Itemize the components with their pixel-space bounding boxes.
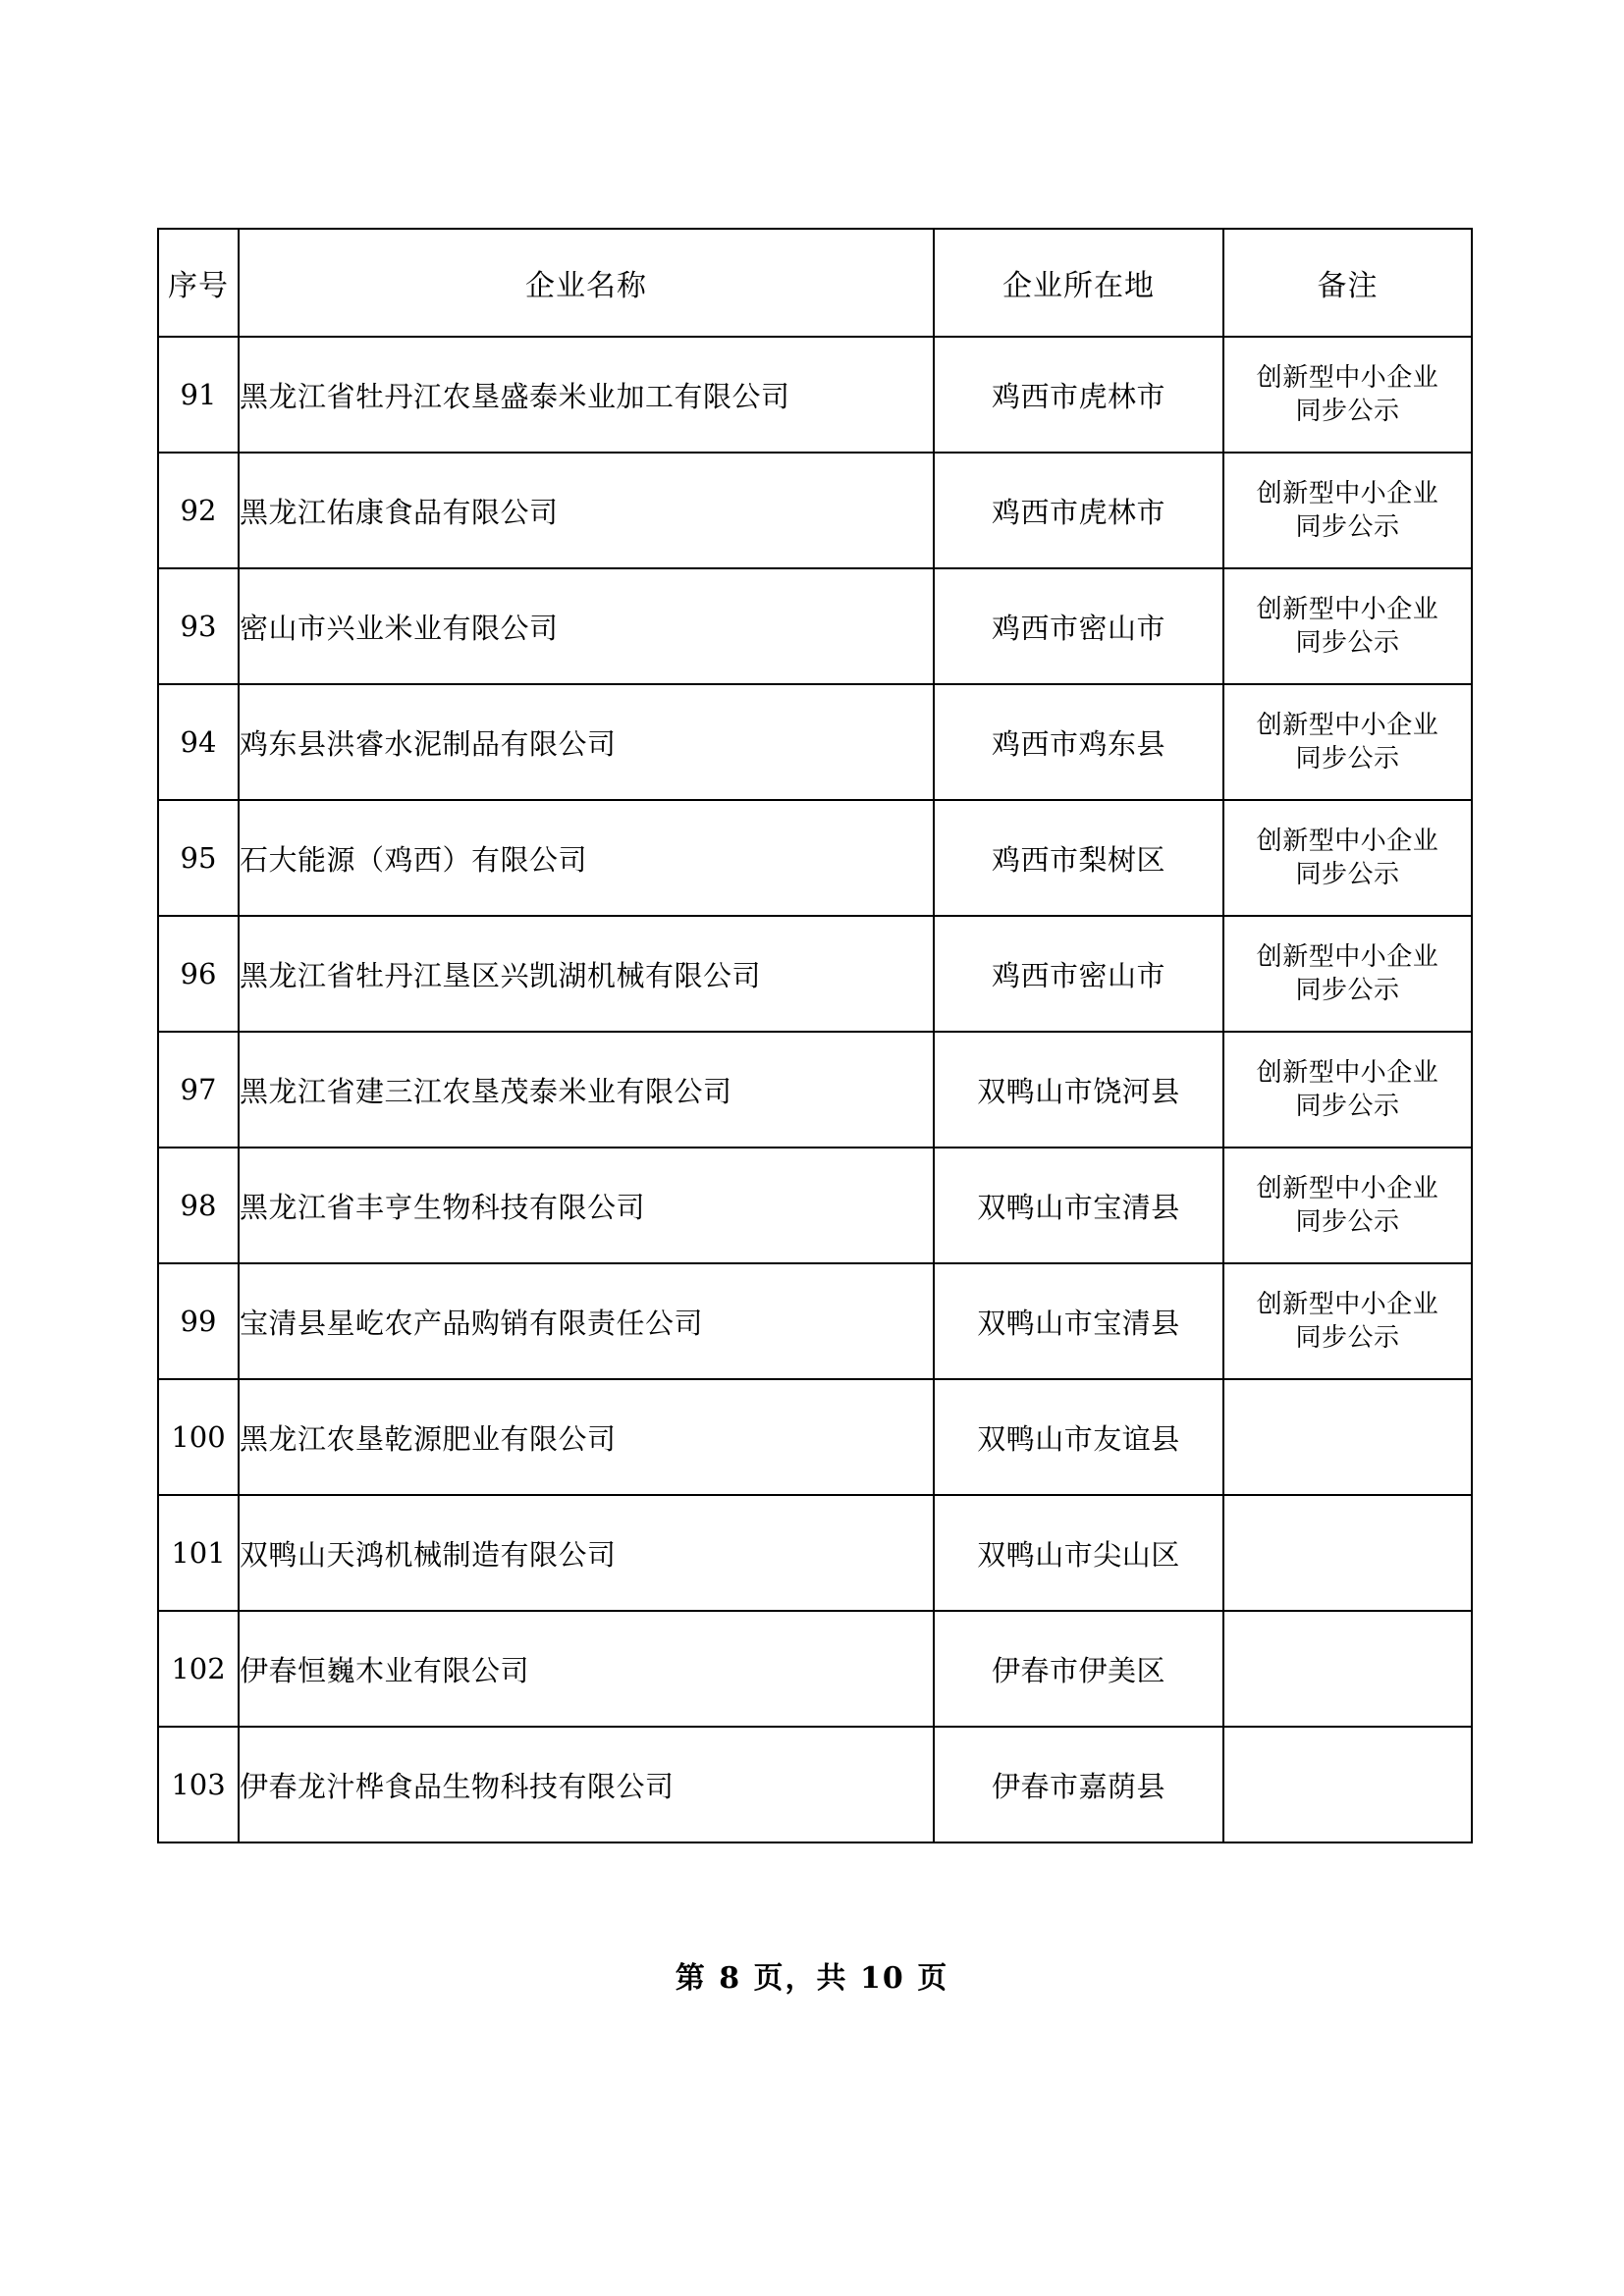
row-remark xyxy=(1223,453,1472,568)
table-row xyxy=(158,453,1472,568)
row-remark-line-2: 同步公示 xyxy=(1295,860,1400,889)
column-header-index: 序号 xyxy=(158,229,239,337)
row-location: 鸡西市虎林市 xyxy=(934,453,1223,568)
table-row xyxy=(158,916,1472,1032)
row-location: 伊春市嘉荫县 xyxy=(934,1727,1223,1842)
row-location: 鸡西市密山市 xyxy=(934,568,1223,684)
table-row xyxy=(158,1032,1472,1148)
table-row xyxy=(158,1148,1472,1263)
row-remark-line-1: 创新型中小企业 xyxy=(1256,1173,1439,1203)
table-row xyxy=(158,568,1472,684)
row-remark-line-1: 创新型中小企业 xyxy=(1256,826,1439,856)
enterprise-table xyxy=(157,228,1473,1843)
row-index: 93 xyxy=(158,568,239,684)
row-location: 双鸭山市宝清县 xyxy=(934,1263,1223,1379)
row-index: 98 xyxy=(158,1148,239,1263)
row-enterprise-name: 宝清县星屹农产品购销有限责任公司 xyxy=(239,1263,934,1379)
column-header-remark: 备注 xyxy=(1223,229,1472,337)
row-remark xyxy=(1223,1727,1472,1842)
row-remark-line-1: 创新型中小企业 xyxy=(1256,362,1439,393)
table-row xyxy=(158,1495,1472,1611)
row-location: 伊春市伊美区 xyxy=(934,1611,1223,1727)
row-enterprise-name: 双鸭山天鸿机械制造有限公司 xyxy=(239,1495,934,1611)
table-body xyxy=(158,337,1472,1842)
row-remark-line-2: 同步公示 xyxy=(1295,512,1400,542)
table-row xyxy=(158,800,1472,916)
row-remark-line-1: 创新型中小企业 xyxy=(1256,594,1439,624)
row-remark-line-2: 同步公示 xyxy=(1295,397,1400,426)
table-row xyxy=(158,684,1472,800)
row-index: 92 xyxy=(158,453,239,568)
table-row xyxy=(158,337,1472,453)
row-enterprise-name: 伊春恒巍木业有限公司 xyxy=(239,1611,934,1727)
row-enterprise-name: 密山市兴业米业有限公司 xyxy=(239,568,934,684)
row-index: 94 xyxy=(158,684,239,800)
row-remark xyxy=(1223,1379,1472,1495)
row-remark-line-2: 同步公示 xyxy=(1295,976,1400,1005)
row-index: 99 xyxy=(158,1263,239,1379)
row-location: 双鸭山市尖山区 xyxy=(934,1495,1223,1611)
row-enterprise-name: 黑龙江省牡丹江农垦盛泰米业加工有限公司 xyxy=(239,337,934,453)
row-remark xyxy=(1223,568,1472,684)
table-row xyxy=(158,1727,1472,1842)
row-remark-line-2: 同步公示 xyxy=(1295,1207,1400,1237)
table-header-row xyxy=(158,229,1472,337)
row-remark xyxy=(1223,1495,1472,1611)
row-index: 101 xyxy=(158,1495,239,1611)
row-remark-line-2: 同步公示 xyxy=(1295,1323,1400,1353)
row-location: 双鸭山市宝清县 xyxy=(934,1148,1223,1263)
row-remark-line-2: 同步公示 xyxy=(1295,1092,1400,1121)
table-row xyxy=(158,1379,1472,1495)
row-enterprise-name: 黑龙江农垦乾源肥业有限公司 xyxy=(239,1379,934,1495)
row-index: 100 xyxy=(158,1379,239,1495)
row-location: 鸡西市密山市 xyxy=(934,916,1223,1032)
table-row xyxy=(158,1263,1472,1379)
row-index: 97 xyxy=(158,1032,239,1148)
row-index: 95 xyxy=(158,800,239,916)
row-remark xyxy=(1223,1032,1472,1148)
row-index: 96 xyxy=(158,916,239,1032)
row-remark-line-1: 创新型中小企业 xyxy=(1256,710,1439,740)
row-remark xyxy=(1223,800,1472,916)
row-remark xyxy=(1223,337,1472,453)
row-remark xyxy=(1223,916,1472,1032)
column-header-enterprise-name: 企业名称 xyxy=(239,229,934,337)
page-footer: 第 8 页，共 10 页 xyxy=(675,1961,949,1996)
enterprise-table-container xyxy=(157,228,1471,1843)
row-index: 91 xyxy=(158,337,239,453)
row-enterprise-name: 黑龙江省牡丹江垦区兴凯湖机械有限公司 xyxy=(239,916,934,1032)
row-index: 103 xyxy=(158,1727,239,1842)
row-index: 102 xyxy=(158,1611,239,1727)
row-enterprise-name: 伊春龙汁桦食品生物科技有限公司 xyxy=(239,1727,934,1842)
row-remark xyxy=(1223,1263,1472,1379)
row-location: 鸡西市虎林市 xyxy=(934,337,1223,453)
table-row xyxy=(158,1611,1472,1727)
row-location: 双鸭山市饶河县 xyxy=(934,1032,1223,1148)
row-remark xyxy=(1223,684,1472,800)
row-enterprise-name: 黑龙江省丰亨生物科技有限公司 xyxy=(239,1148,934,1263)
row-location: 鸡西市鸡东县 xyxy=(934,684,1223,800)
row-enterprise-name: 石大能源（鸡西）有限公司 xyxy=(239,800,934,916)
row-enterprise-name: 黑龙江佑康食品有限公司 xyxy=(239,453,934,568)
row-remark-line-1: 创新型中小企业 xyxy=(1256,1289,1439,1319)
table-header xyxy=(158,229,1472,337)
row-remark-line-2: 同步公示 xyxy=(1295,628,1400,658)
row-remark xyxy=(1223,1611,1472,1727)
row-enterprise-name: 鸡东县洪睿水泥制品有限公司 xyxy=(239,684,934,800)
row-remark-line-1: 创新型中小企业 xyxy=(1256,478,1439,508)
row-remark-line-2: 同步公示 xyxy=(1295,744,1400,774)
row-enterprise-name: 黑龙江省建三江农垦茂泰米业有限公司 xyxy=(239,1032,934,1148)
row-remark-line-1: 创新型中小企业 xyxy=(1256,941,1439,972)
row-location: 双鸭山市友谊县 xyxy=(934,1379,1223,1495)
column-header-location: 企业所在地 xyxy=(934,229,1223,337)
row-remark xyxy=(1223,1148,1472,1263)
row-location: 鸡西市梨树区 xyxy=(934,800,1223,916)
row-remark-line-1: 创新型中小企业 xyxy=(1256,1057,1439,1088)
